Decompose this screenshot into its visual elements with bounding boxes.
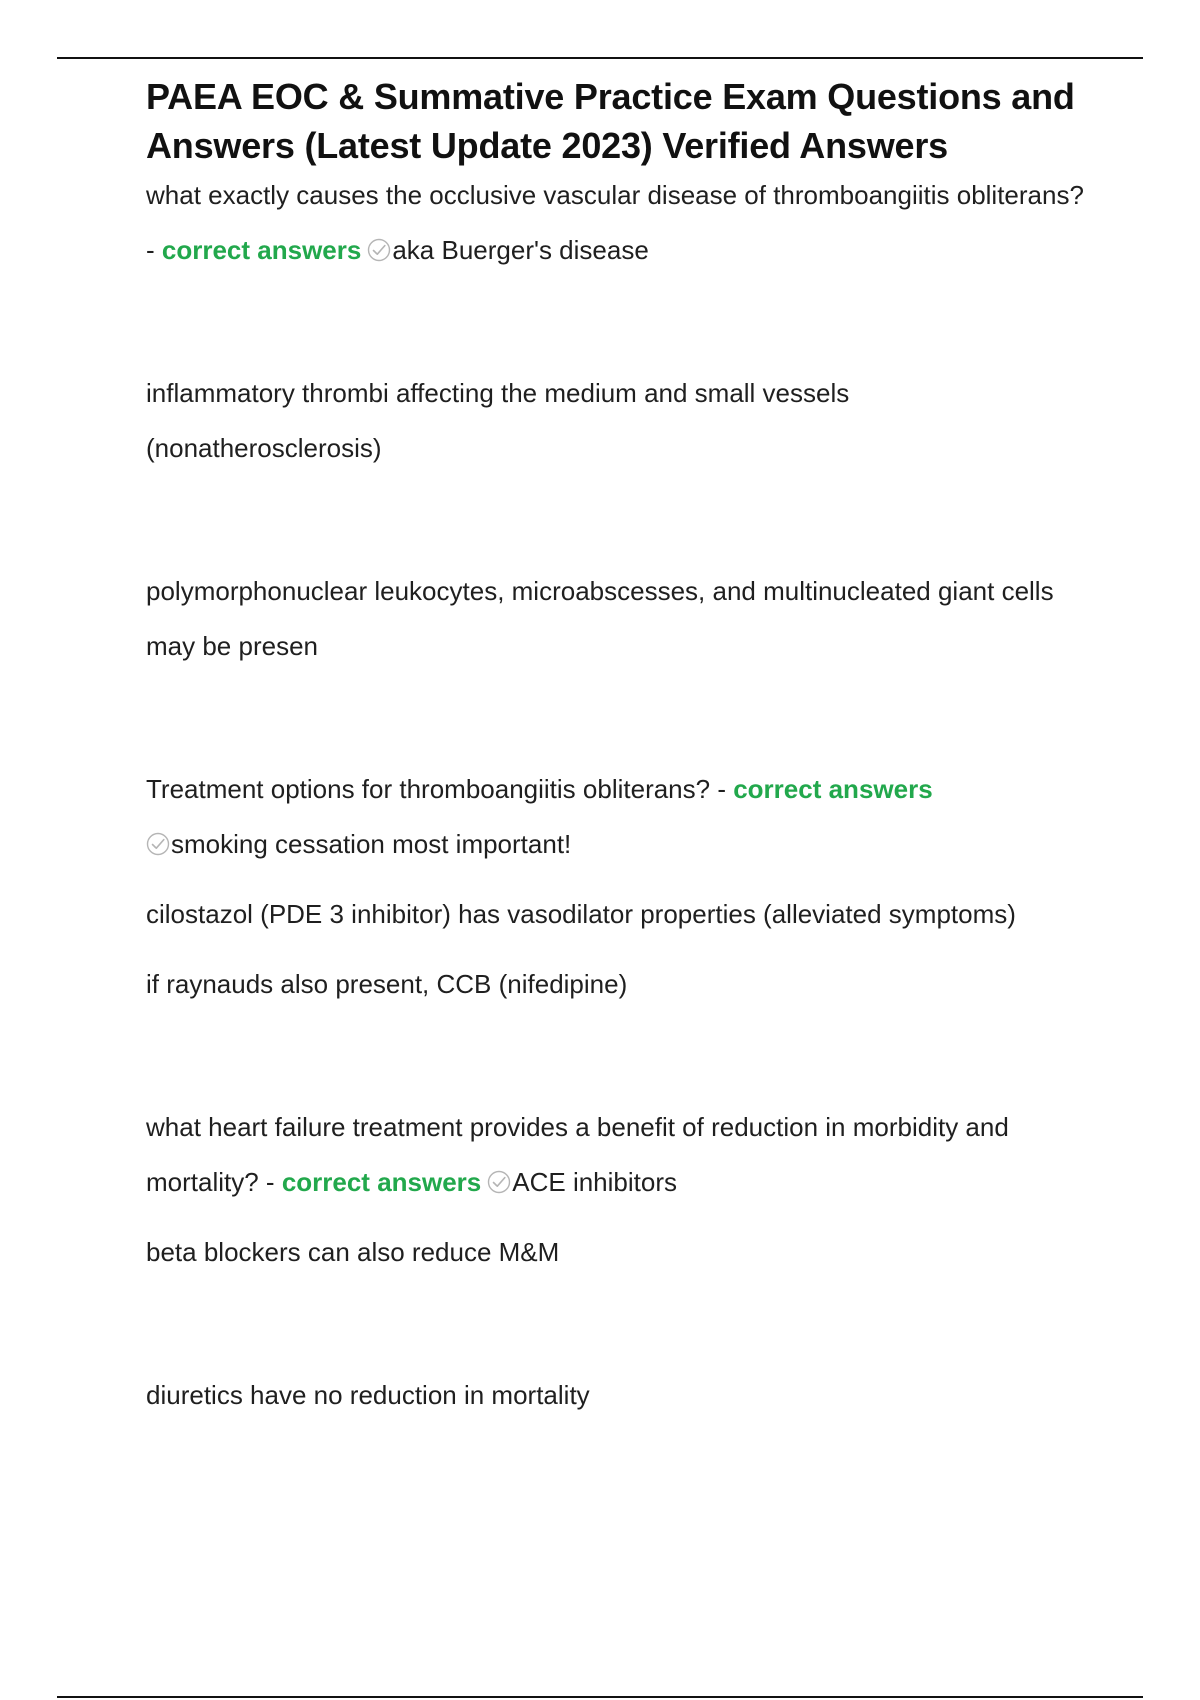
question-text: what exactly causes the occlusive vascular disease of thromboangiitis obliterans? <box>146 180 1084 210</box>
note-text: if raynauds also present, CCB (nifedipine) <box>146 969 628 999</box>
qa-entry-2 <box>146 762 1086 872</box>
correct-answers-label: correct answers <box>733 774 933 804</box>
note-text: inflammatory thrombi affecting the medium and small vessels (nonatherosclerosis) <box>146 378 850 463</box>
qa-entry-1 <box>146 168 1086 278</box>
qa-entry-3 <box>146 1100 1086 1210</box>
check-circle-icon <box>487 1170 511 1194</box>
note-text: polymorphonuclear leukocytes, microabscesses, and multinucleated giant cells may be presen <box>146 576 1054 661</box>
correct-answers-label: correct answers <box>161 235 362 265</box>
answer-text: smoking cessation most important! <box>171 829 572 859</box>
separator: - <box>146 235 162 265</box>
document-title: PAEA EOC & Summative Practice Exam Questions and Answers (Latest Update 2023) Verified Answers <box>146 76 1075 166</box>
note-text: diuretics have no reduction in mortality <box>146 1380 590 1410</box>
bottom-rule <box>57 1696 1143 1698</box>
question-text: what heart failure treatment provides a benefit of reduction in morbidity and mortality? <box>146 1112 1009 1197</box>
note-text: beta blockers can also reduce M&M <box>146 1237 560 1267</box>
correct-answers-label: correct answers <box>281 1167 482 1197</box>
separator: - <box>710 774 734 804</box>
question-text: Treatment options for thromboangiitis obliterans? <box>146 774 711 804</box>
top-rule <box>57 57 1143 59</box>
document-body <box>146 72 1086 1423</box>
check-circle-icon <box>367 238 391 262</box>
answer-text: ACE inhibitors <box>512 1167 677 1197</box>
check-circle-icon <box>146 832 170 856</box>
separator: - <box>258 1167 282 1197</box>
note-text: cilostazol (PDE 3 inhibitor) has vasodilator properties (alleviated symptoms) <box>146 899 1016 929</box>
answer-text: aka Buerger's disease <box>392 235 649 265</box>
